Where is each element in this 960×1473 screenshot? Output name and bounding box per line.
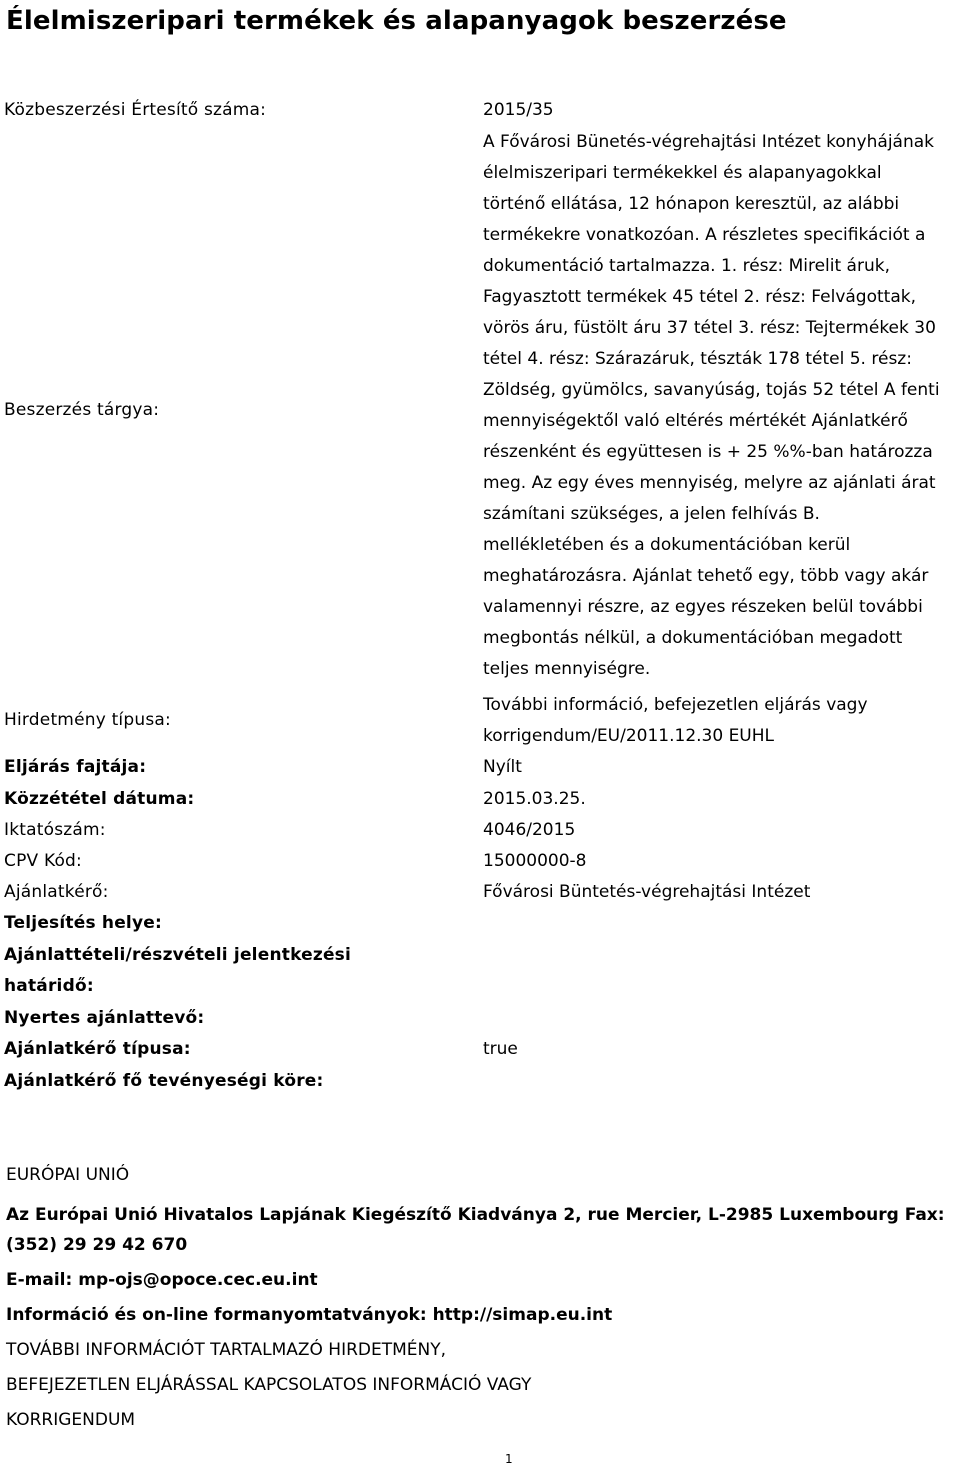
footer-email: E-mail: mp-ojs@opoce.cec.eu.int — [6, 1270, 318, 1290]
footer — [6, 1160, 951, 1435]
value-hirdetmeny-tipusa: További információ, befejezetlen eljárás vagy korrigendum/EU/2011.12.30 EUHL — [483, 695, 868, 746]
footer-info: Információ és on-line formanyomtatványok: http://simap.eu.int — [6, 1305, 613, 1325]
label-cpv-kod: CPV Kód: — [4, 851, 82, 871]
page-number: 1 — [505, 1452, 513, 1466]
value-beszerzes-targya: A Fővárosi Bünetés-végrehajtási Intézet konyhájának élelmiszeripari termékekkel és alapanyagokkal történő ellátása, 12 hónapon keresztül, az alábbi termékekre vonatkozóan. A részletes specifikációt a dokumentáció tartalmazza. 1. rész: Mirelit áruk, Fagyasztott termékek 45 tétel 2. rész: Felvágottak, vörös áru, füstölt áru 37 tétel 3. rész: Tejtermékek 30 tétel 4. rész: Szárazáruk, tészták 178 tétel 5. rész: Zöldség, gyümölcs, savanyúság, tojás 52 tétel A fenti mennyiségektől való eltérés mértékét Ajánlatkérő részenként és együttesen is + 25 %%-ban határozza meg. Az egy éves mennyiség, melyre az ajánlati árat számítani szükséges, a jelen felhívás B. mellékletében és a dokumentációban kerül meghatározásra. Ajánlat tehető egy, több vagy akár valamennyi részre, az egyes részeken belül további megbontás nélkül, a dokumentációban megadott teljes mennyiségre. — [483, 132, 940, 679]
label-kozbeszerzesi-ertesito: Közbeszerzési Értesítő száma: — [4, 100, 267, 120]
footer-eu: EURÓPAI UNIÓ — [6, 1165, 130, 1185]
label-tevekenysegi-kor: Ajánlatkérő fő tevényeségi köre: — [4, 1071, 324, 1091]
label-hatarido-line1: Ajánlattételi/részvételi jelentkezési — [4, 945, 352, 965]
footer-notice-line2: BEFEJEZETLEN ELJÁRÁSSAL KAPCSOLATOS INFORMÁCIÓ VAGY — [6, 1375, 532, 1395]
label-ajanlatkero: Ajánlatkérő: — [4, 882, 109, 902]
footer-notice-line1: TOVÁBBI INFORMÁCIÓT TARTALMAZÓ HIRDETMÉNY, — [6, 1340, 447, 1360]
value-kozbeszerzesi-ertesito: 2015/35 — [483, 100, 554, 120]
label-nyertes-ajanlattevo: Nyertes ajánlattevő: — [4, 1008, 205, 1028]
value-eljaras-fajtaja: Nyílt — [483, 757, 522, 777]
label-eljaras-fajtaja: Eljárás fajtája: — [4, 757, 147, 777]
label-hirdetmeny-tipusa: Hirdetmény típusa: — [4, 710, 171, 730]
footer-address: Az Európai Unió Hivatalos Lapjának Kiegészítő Kiadványa 2, rue Mercier, L-2985 Luxembourg Fax: (352) 29 29 42 670 — [6, 1205, 945, 1255]
label-beszerzes-targya: Beszerzés tárgya: — [4, 400, 160, 420]
value-ajanlatkero-tipusa: true — [483, 1039, 518, 1059]
value-cpv-kod: 15000000-8 — [483, 851, 587, 871]
value-iktatoszam: 4046/2015 — [483, 820, 576, 840]
label-kozzetetel-datuma: Közzététel dátuma: — [4, 789, 195, 809]
value-kozzetetel-datuma: 2015.03.25. — [483, 789, 586, 809]
page-title: Élelmiszeripari termékek és alapanyagok beszerzése — [6, 6, 787, 36]
label-hatarido-line2: határidő: — [4, 976, 94, 996]
value-ajanlatkero: Fővárosi Büntetés-végrehajtási Intézet — [483, 882, 811, 902]
label-iktatoszam: Iktatószám: — [4, 820, 106, 840]
footer-notice-line3: KORRIGENDUM — [6, 1410, 136, 1430]
label-teljesites-helye: Teljesítés helye: — [4, 913, 162, 933]
label-ajanlatkero-tipusa: Ajánlatkérő típusa: — [4, 1039, 191, 1059]
